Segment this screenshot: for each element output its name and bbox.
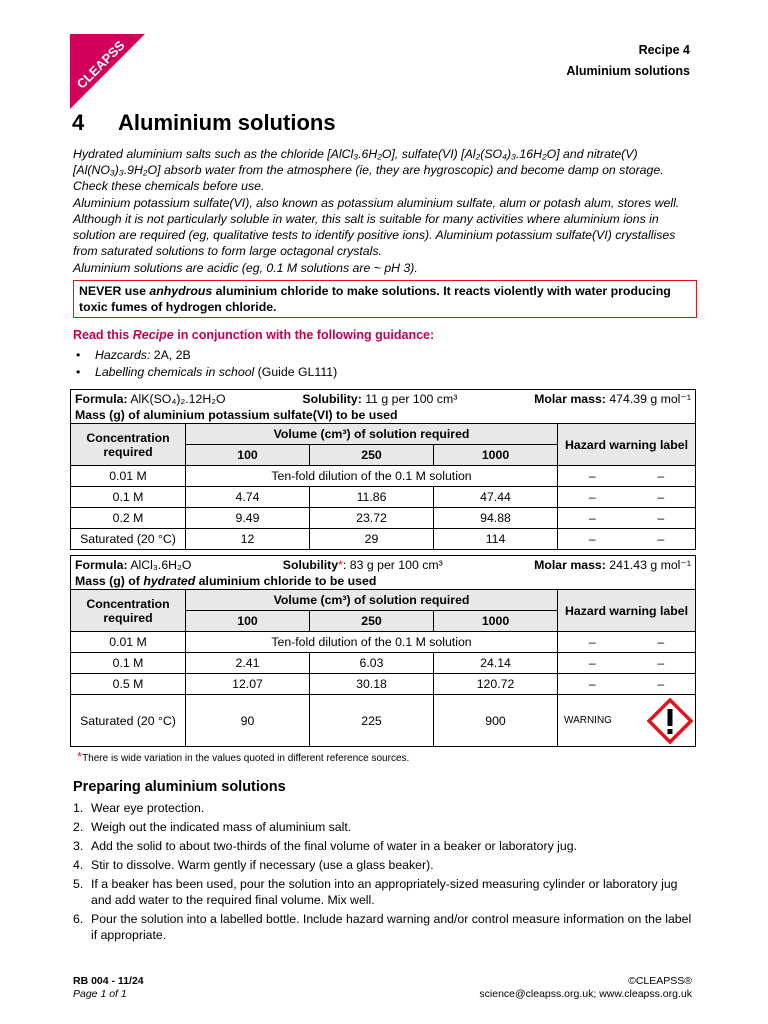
recipe-title: Aluminium solutions xyxy=(566,64,690,78)
svg-text:CLEAPSS: CLEAPSS xyxy=(73,37,128,92)
document-code: RB 004 - 11/24 xyxy=(73,975,144,987)
molar-mass: Molar mass: 474.39 g mol⁻¹ xyxy=(534,391,691,406)
table-row: 0.1 M 2.41 6.03 24.14 – – xyxy=(71,653,696,674)
solubility: Solubility: 11 g per 100 cm³ xyxy=(302,391,458,406)
formula: Formula: AlCl₃.6H₂O xyxy=(75,557,192,572)
solubility: Solubility*: 83 g per 100 cm³ xyxy=(282,557,443,572)
list-item: 3. Add the solid to about two-thirds of the final volume of water in a beaker or laboratory jug. xyxy=(73,839,577,853)
intro-paragraph-3: Aluminium solutions are acidic (eg, 0.1 M solutions are ~ pH 3). xyxy=(73,261,418,275)
hazard-header: Hazard warning label xyxy=(558,590,696,632)
list-item: 2. Weigh out the indicated mass of aluminium salt. xyxy=(73,820,352,834)
table-row: 0.1 M 4.74 11.86 47.44 – – xyxy=(71,487,696,508)
molar-mass: Molar mass: 241.43 g mol⁻¹ xyxy=(534,557,691,572)
hazard-header: Hazard warning label xyxy=(558,424,696,466)
title-number: 4 xyxy=(72,110,85,135)
copyright: ©CLEAPSS® xyxy=(628,975,692,987)
guidance-item-labelling: • Labelling chemicals in school (Guide GL111) xyxy=(73,364,697,381)
list-item: 1. Wear eye protection. xyxy=(73,801,205,815)
list-item: 6. Pour the solution into a labelled bottle. Include hazard warning and/or control measure information on the label if appropriate. xyxy=(73,912,692,942)
guidance-item-hazcards: • Hazcards: 2A, 2B xyxy=(73,347,697,364)
table-row: 0.01 M Ten-fold dilution of the 0.1 M solution – – xyxy=(71,632,696,653)
preparation-steps xyxy=(73,800,697,943)
table-row: Saturated (20 °C) 12 29 114 – – xyxy=(71,529,696,550)
footer-right xyxy=(479,975,692,1001)
list-item: 5. If a beaker has been used, pour the solution into an appropriately-sized measuring cylinder or laboratory jug and add water to the required final volume. Mix well. xyxy=(73,877,678,907)
mass-caption: Mass (g) of aluminium potassium sulfate(VI) to be used xyxy=(71,407,696,424)
preparation-heading: Preparing aluminium solutions xyxy=(73,779,286,795)
table-row: 0.01 M Ten-fold dilution of the 0.1 M solution – – xyxy=(71,466,696,487)
guidance-heading: Read this Recipe in conjunction with the following guidance: xyxy=(73,328,435,342)
footer-left xyxy=(73,975,144,1001)
volume-header: Volume (cm³) of solution required xyxy=(186,590,558,611)
mass-caption: Mass (g) of hydrated aluminium chloride to be used xyxy=(71,573,696,590)
volume-header: Volume (cm³) of solution required xyxy=(186,424,558,445)
table-footnote: *There is wide variation in the values quoted in different reference sources. xyxy=(77,749,410,764)
conc-header: Concentration required xyxy=(71,590,186,632)
page-title xyxy=(72,110,336,136)
signal-word: WARNING xyxy=(564,715,612,726)
safety-warning-box: NEVER use anhydrous aluminium chloride to make solutions. It reacts violently with water producing toxic fumes of hydrogen chloride. xyxy=(73,280,697,318)
table-row: Saturated (20 °C) 90 225 900 WARNING xyxy=(71,695,696,747)
aluminium-chloride-table: Formula: AlCl₃.6H₂O Solubility*: 83 g per 100 cm³ Molar mass: 241.43 g mol⁻¹ Mass (g) of hydrated aluminium chloride to be used Concentration required Volume (cm³) of solution required Hazard warning label 100 250 1000 0.01 M Ten-fold dilution of the 0.1 M solution – – 0.1 M 2.41 6.03 24.14 – – 0.5 M 12.07 30.18 120.72 – – Saturated (20 °C) 90 225 900 WARNING xyxy=(70,555,696,747)
guidance-list xyxy=(73,347,697,381)
table-row: 0.2 M 9.49 23.72 94.88 – – xyxy=(71,508,696,529)
page-number: Page 1 of 1 xyxy=(73,988,127,1000)
title-text: Aluminium solutions xyxy=(118,110,336,135)
main-content xyxy=(73,146,697,946)
formula: Formula: AlK(SO₄)₂.12H₂O xyxy=(75,391,226,406)
cleapss-logo xyxy=(70,34,145,109)
recipe-header xyxy=(566,40,690,82)
intro-paragraph-1: Hydrated aluminium salts such as the chloride [AlCl₃.6H₂O], sulfate(VI) [Al₂(SO₄)₃.16H₂O] and nitrate(V) [Al(NO₃)₃.9H₂O] absorb water from the atmosphere (ie, they are hygroscopic) and become damp on storage. Check these chemicals before use. xyxy=(73,147,664,193)
intro-paragraph-2: Aluminium potassium sulfate(VI), also known as potassium aluminium sulfate, alum or potash alum, stores well. Although it is not particularly soluble in water, this salt is suitable for many activities where aluminium ions in solution are required (eg, qualitative tests to identify positive ions). Aluminium potassium sulfate(VI) crystallises from saturated solutions to form large octagonal crystals. xyxy=(73,196,680,258)
list-item: 4. Stir to dissolve. Warm gently if necessary (use a glass beaker). xyxy=(73,858,434,872)
alum-table: Formula: AlK(SO₄)₂.12H₂O Solubility: 11 g per 100 cm³ Molar mass: 474.39 g mol⁻¹ Mass (g) of aluminium potassium sulfate(VI) to be used Concentration required Volume (cm³) of solution required Hazard warning label 100 250 1000 0.01 M Ten-fold dilution of the 0.1 M solution – – 0.1 M 4.74 11.86 47.44 – – 0.2 M 9.49 23.72 94.88 – – Saturated (20 °C) 12 29 114 – – xyxy=(70,389,696,550)
contact-links[interactable]: science@cleapss.org.uk; www.cleapss.org.uk xyxy=(479,988,692,1000)
exclamation-mark-hazard-icon xyxy=(647,698,693,744)
table-row: 0.5 M 12.07 30.18 120.72 – – xyxy=(71,674,696,695)
conc-header: Concentration required xyxy=(71,424,186,466)
recipe-number: Recipe 4 xyxy=(638,43,690,57)
